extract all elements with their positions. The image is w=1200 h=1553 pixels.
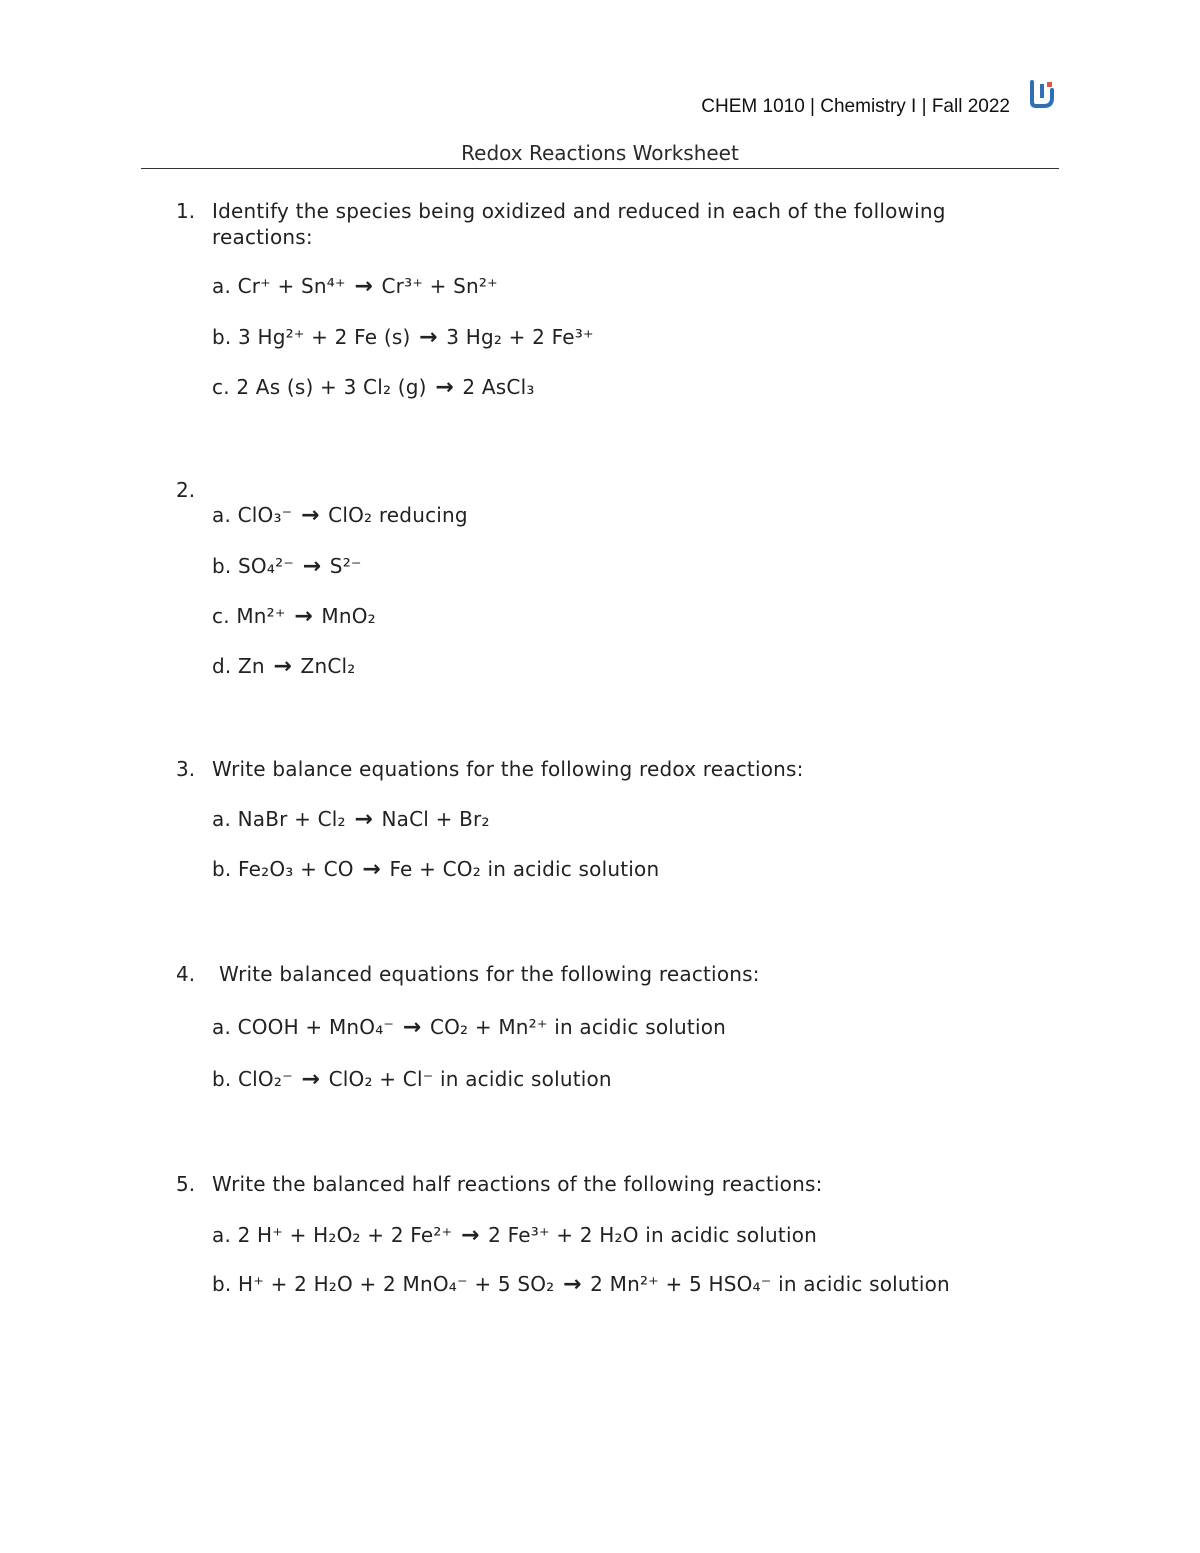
item-label: a. <box>212 1223 232 1247</box>
question-4-number: 4. <box>176 962 196 986</box>
question-2-item <box>212 554 362 579</box>
question-5-number: 5. <box>176 1172 196 1196</box>
reaction-equation: ClO₃⁻ → ClO₂ reducing <box>237 503 468 528</box>
reaction-arrow-icon: → <box>302 554 322 579</box>
question-4-item <box>212 1015 726 1040</box>
item-label: d. <box>212 654 232 678</box>
reaction-equation: 3 Hg²⁺ + 2 Fe (s) → 3 Hg₂ + 2 Fe³⁺ <box>238 325 594 350</box>
reaction-equation: Fe₂O₃ + CO → Fe + CO₂ in acidic solution <box>238 857 660 882</box>
reaction-equation: Mn²⁺ → MnO₂ <box>236 604 376 629</box>
item-label: a. <box>212 503 232 527</box>
reaction-arrow-icon: → <box>460 1223 480 1248</box>
question-5-item <box>212 1272 950 1297</box>
reaction-equation: 2 As (s) + 3 Cl₂ (g) → 2 AsCl₃ <box>236 375 535 400</box>
question-4-item <box>212 1067 612 1092</box>
question-5-item <box>212 1223 817 1248</box>
item-label: b. <box>212 1067 232 1091</box>
question-1-number: 1. <box>176 199 196 223</box>
item-label: b. <box>212 325 232 349</box>
reaction-equation: 2 H⁺ + H₂O₂ + 2 Fe²⁺ → 2 Fe³⁺ + 2 H₂O in acidic solution <box>237 1223 818 1248</box>
reaction-equation: ClO₂⁻ → ClO₂ + Cl⁻ in acidic solution <box>238 1067 612 1092</box>
course-header: CHEM 1010 | Chemistry I | Fall 2022 <box>701 96 1010 117</box>
item-label: c. <box>212 375 230 399</box>
reaction-arrow-icon: → <box>300 503 320 528</box>
question-2-item <box>212 503 468 528</box>
reaction-equation: H⁺ + 2 H₂O + 2 MnO₄⁻ + 5 SO₂ → 2 Mn²⁺ + 5 HSO₄⁻ in acidic solution <box>238 1272 950 1297</box>
question-1-item <box>212 325 594 350</box>
reaction-arrow-icon: → <box>362 857 381 882</box>
reaction-equation: Cr⁺ + Sn⁴⁺ → Cr³⁺ + Sn²⁺ <box>237 274 498 299</box>
question-3-item <box>212 857 659 882</box>
item-label: b. <box>212 554 232 578</box>
reaction-arrow-icon: → <box>273 654 292 679</box>
question-3-number: 3. <box>176 757 196 781</box>
question-2-item <box>212 604 376 629</box>
item-label: c. <box>212 604 230 628</box>
reaction-equation: NaBr + Cl₂ → NaCl + Br₂ <box>237 807 490 832</box>
question-1-item <box>212 375 535 400</box>
question-3-prompt: Write balance equations for the following redox reactions: <box>212 757 804 781</box>
title-divider <box>141 168 1059 169</box>
item-label: a. <box>212 807 232 831</box>
question-1-prompt-cont: reactions: <box>212 225 313 249</box>
reaction-equation: Zn → ZnCl₂ <box>238 654 356 679</box>
worksheet-title: Redox Reactions Worksheet <box>461 141 739 165</box>
reaction-arrow-icon: → <box>402 1015 422 1040</box>
item-label: b. <box>212 1272 232 1296</box>
university-logo-icon <box>1026 78 1056 110</box>
question-2-item <box>212 654 355 679</box>
question-5-prompt: Write the balanced half reactions of the following reactions: <box>212 1172 823 1196</box>
reaction-arrow-icon: → <box>419 325 438 350</box>
item-label: a. <box>212 274 232 298</box>
item-label: a. <box>212 1015 232 1039</box>
question-2-number: 2. <box>176 478 196 502</box>
item-label: b. <box>212 857 232 881</box>
question-1-prompt: Identify the species being oxidized and reduced in each of the following <box>212 199 946 223</box>
reaction-equation: SO₄²⁻ → S²⁻ <box>238 554 362 579</box>
question-1-item <box>212 274 498 299</box>
reaction-arrow-icon: → <box>301 1067 321 1092</box>
question-4-prompt: Write balanced equations for the following reactions: <box>219 962 760 986</box>
question-3-item <box>212 807 490 832</box>
reaction-arrow-icon: → <box>435 375 454 400</box>
reaction-equation: COOH + MnO₄⁻ → CO₂ + Mn²⁺ in acidic solution <box>237 1015 727 1040</box>
reaction-arrow-icon: → <box>562 1272 582 1297</box>
reaction-arrow-icon: → <box>294 604 313 629</box>
reaction-arrow-icon: → <box>354 807 373 832</box>
reaction-arrow-icon: → <box>354 274 373 299</box>
